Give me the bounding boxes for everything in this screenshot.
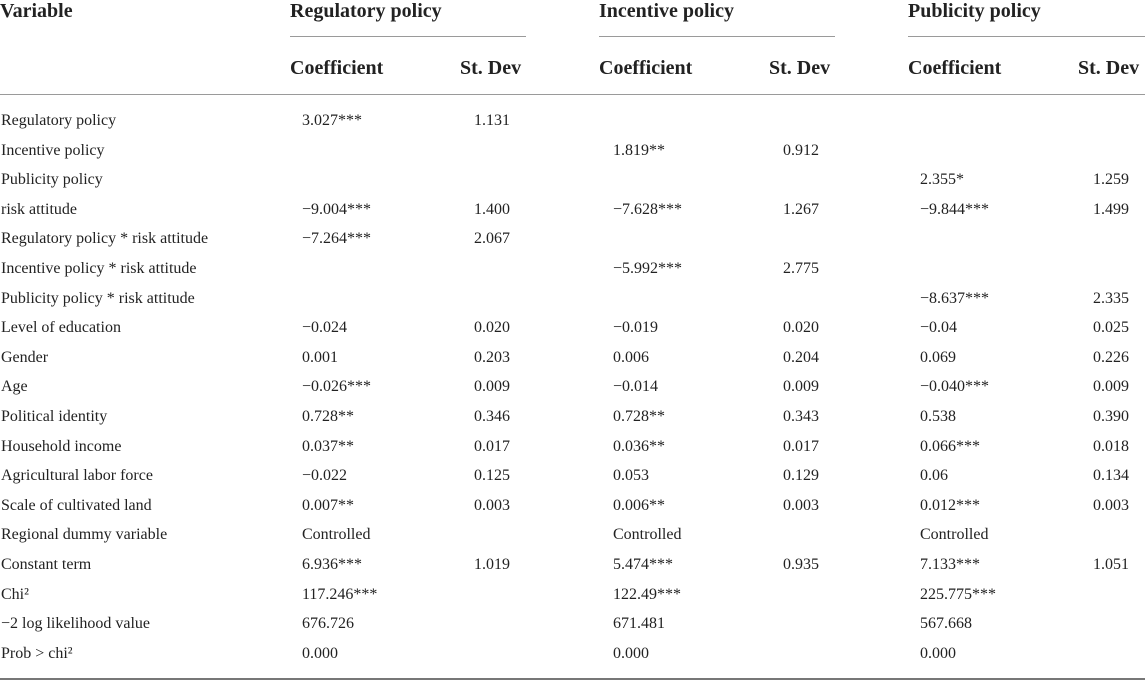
regulatory-stdev: 1.019	[474, 555, 510, 573]
publicity-stdev: 2.335	[1093, 289, 1129, 307]
row-label: Age	[1, 378, 28, 396]
row-label: Political identity	[1, 407, 108, 425]
subheader-stdev-publicity: St. Dev	[1078, 57, 1140, 79]
table-row	[0, 550, 1145, 580]
table-row	[0, 343, 1145, 373]
table-row	[0, 402, 1145, 432]
regulatory-coefficient: 0.007**	[302, 496, 354, 514]
incentive-coefficient: 0.036**	[613, 437, 665, 455]
incentive-coefficient: 0.006**	[613, 496, 665, 514]
publicity-coefficient: −0.040***	[920, 378, 990, 396]
incentive-stdev: 0.343	[783, 407, 819, 425]
publicity-coefficient: 0.000	[920, 644, 956, 662]
group-title-regulatory: Regulatory policy	[290, 0, 442, 22]
row-label: Incentive policy * risk attitude	[1, 259, 197, 277]
incentive-coefficient: −0.019	[613, 319, 659, 337]
incentive-stdev: 0.935	[783, 555, 819, 573]
regulatory-stdev: 0.003	[474, 496, 510, 514]
row-label: risk attitude	[1, 200, 77, 218]
incentive-coefficient: −0.014	[613, 378, 659, 396]
regulatory-coefficient: −0.026***	[302, 378, 372, 396]
publicity-coefficient: Controlled	[920, 526, 989, 544]
row-label: Publicity policy * risk attitude	[1, 289, 195, 307]
row-label: Agricultural labor force	[1, 467, 153, 485]
publicity-stdev: 1.499	[1093, 200, 1129, 218]
table-row	[0, 372, 1145, 402]
row-label: Constant term	[1, 555, 92, 573]
incentive-coefficient: 5.474***	[613, 555, 673, 573]
table-row	[0, 580, 1145, 610]
publicity-stdev: 0.018	[1093, 437, 1129, 455]
row-label: Incentive policy	[1, 141, 105, 159]
publicity-coefficient: 7.133***	[920, 555, 980, 573]
publicity-coefficient: −9.844***	[920, 200, 990, 218]
regulatory-coefficient: 0.037**	[302, 437, 354, 455]
subheader-coefficient-publicity: Coefficient	[908, 57, 1002, 79]
incentive-coefficient: Controlled	[613, 526, 682, 544]
subheader-stdev-incentive: St. Dev	[769, 57, 831, 79]
table-row	[0, 224, 1145, 254]
subheader-coefficient-regulatory: Coefficient	[290, 57, 384, 79]
incentive-stdev: 0.003	[783, 496, 819, 514]
publicity-coefficient: 225.775***	[920, 585, 996, 603]
table-row	[0, 136, 1145, 166]
header-rule	[0, 94, 1145, 95]
regulatory-coefficient: 0.000	[302, 644, 338, 662]
regulatory-coefficient: −7.264***	[302, 230, 372, 248]
publicity-coefficient: 0.06	[920, 467, 948, 485]
incentive-coefficient: −5.992***	[613, 259, 683, 277]
regulatory-stdev: 0.020	[474, 319, 510, 337]
row-label: Gender	[1, 348, 49, 366]
row-label: Regional dummy variable	[1, 526, 168, 544]
publicity-stdev: 1.259	[1093, 171, 1129, 189]
table-row	[0, 284, 1145, 314]
group-rule-regulatory	[290, 36, 526, 37]
incentive-coefficient: −7.628***	[613, 200, 683, 218]
table-row	[0, 639, 1145, 669]
incentive-coefficient: 671.481	[613, 615, 665, 633]
incentive-stdev: 0.020	[783, 319, 819, 337]
publicity-stdev: 0.009	[1093, 378, 1129, 396]
regulatory-stdev: 0.125	[474, 467, 510, 485]
regulatory-stdev: 1.131	[474, 112, 510, 129]
table-row	[0, 106, 1145, 136]
row-label: Regulatory policy	[1, 112, 117, 129]
incentive-stdev: 0.009	[783, 378, 819, 396]
publicity-stdev: 0.226	[1093, 348, 1129, 366]
table-row	[0, 432, 1145, 462]
publicity-coefficient: 2.355*	[920, 171, 964, 189]
regulatory-coefficient: 0.728**	[302, 407, 354, 425]
publicity-coefficient: −8.637***	[920, 289, 990, 307]
table-body	[0, 106, 1145, 668]
publicity-coefficient: 0.012***	[920, 496, 980, 514]
group-rule-publicity	[908, 36, 1145, 37]
table-row	[0, 195, 1145, 225]
publicity-stdev: 0.025	[1093, 319, 1129, 337]
row-label: Publicity policy	[1, 171, 103, 189]
row-label: Chi²	[1, 585, 29, 603]
row-label: Scale of cultivated land	[1, 496, 152, 514]
row-label: Level of education	[1, 319, 121, 337]
incentive-coefficient: 0.006	[613, 348, 649, 366]
regulatory-coefficient: 3.027***	[302, 112, 362, 129]
incentive-stdev: 2.775	[783, 259, 819, 277]
regulatory-coefficient: −0.024	[302, 319, 348, 337]
table-row	[0, 520, 1145, 550]
regulatory-coefficient: Controlled	[302, 526, 371, 544]
subheader-coefficient-incentive: Coefficient	[599, 57, 693, 79]
regulatory-stdev: 0.009	[474, 378, 510, 396]
publicity-coefficient: 0.069	[920, 348, 956, 366]
group-title-publicity: Publicity policy	[908, 0, 1041, 22]
row-label: Prob > chi²	[1, 644, 73, 662]
incentive-stdev: 0.204	[783, 348, 819, 366]
table-row	[0, 313, 1145, 343]
incentive-coefficient: 0.000	[613, 644, 649, 662]
regulatory-coefficient: 0.001	[302, 348, 338, 366]
header-variable: Variable	[0, 0, 73, 22]
publicity-coefficient: −0.04	[920, 319, 958, 337]
table-row	[0, 254, 1145, 284]
regulatory-stdev: 0.017	[474, 437, 510, 455]
regulatory-stdev: 0.203	[474, 348, 510, 366]
publicity-stdev: 0.003	[1093, 496, 1129, 514]
regulatory-stdev: 1.400	[474, 200, 510, 218]
table-row	[0, 461, 1145, 491]
incentive-coefficient: 0.053	[613, 467, 649, 485]
publicity-stdev: 0.134	[1093, 467, 1129, 485]
table-row	[0, 609, 1145, 639]
incentive-stdev: 1.267	[783, 200, 819, 218]
publicity-coefficient: 0.066***	[920, 437, 980, 455]
regulatory-coefficient: −9.004***	[302, 200, 372, 218]
subheader-stdev-regulatory: St. Dev	[460, 57, 522, 79]
group-title-incentive: Incentive policy	[599, 0, 734, 22]
incentive-stdev: 0.017	[783, 437, 819, 455]
regulatory-coefficient: 117.246***	[302, 585, 378, 603]
publicity-coefficient: 0.538	[920, 407, 956, 425]
row-label: Household income	[1, 437, 122, 455]
regulatory-coefficient: −0.022	[302, 467, 348, 485]
regulatory-coefficient: 676.726	[302, 615, 354, 633]
group-rule-incentive	[599, 36, 835, 37]
publicity-coefficient: 567.668	[920, 615, 972, 633]
incentive-coefficient: 0.728**	[613, 407, 665, 425]
incentive-coefficient: 1.819**	[613, 141, 665, 159]
table-row	[0, 165, 1145, 195]
incentive-stdev: 0.129	[783, 467, 819, 485]
table-row	[0, 491, 1145, 521]
row-label: Regulatory policy * risk attitude	[1, 230, 209, 248]
incentive-coefficient: 122.49***	[613, 585, 681, 603]
regulatory-stdev: 2.067	[474, 230, 510, 248]
regulatory-coefficient: 6.936***	[302, 555, 362, 573]
publicity-stdev: 0.390	[1093, 407, 1129, 425]
incentive-stdev: 0.912	[783, 141, 819, 159]
publicity-stdev: 1.051	[1093, 555, 1129, 573]
regulatory-stdev: 0.346	[474, 407, 510, 425]
row-label: −2 log likelihood value	[1, 615, 150, 633]
